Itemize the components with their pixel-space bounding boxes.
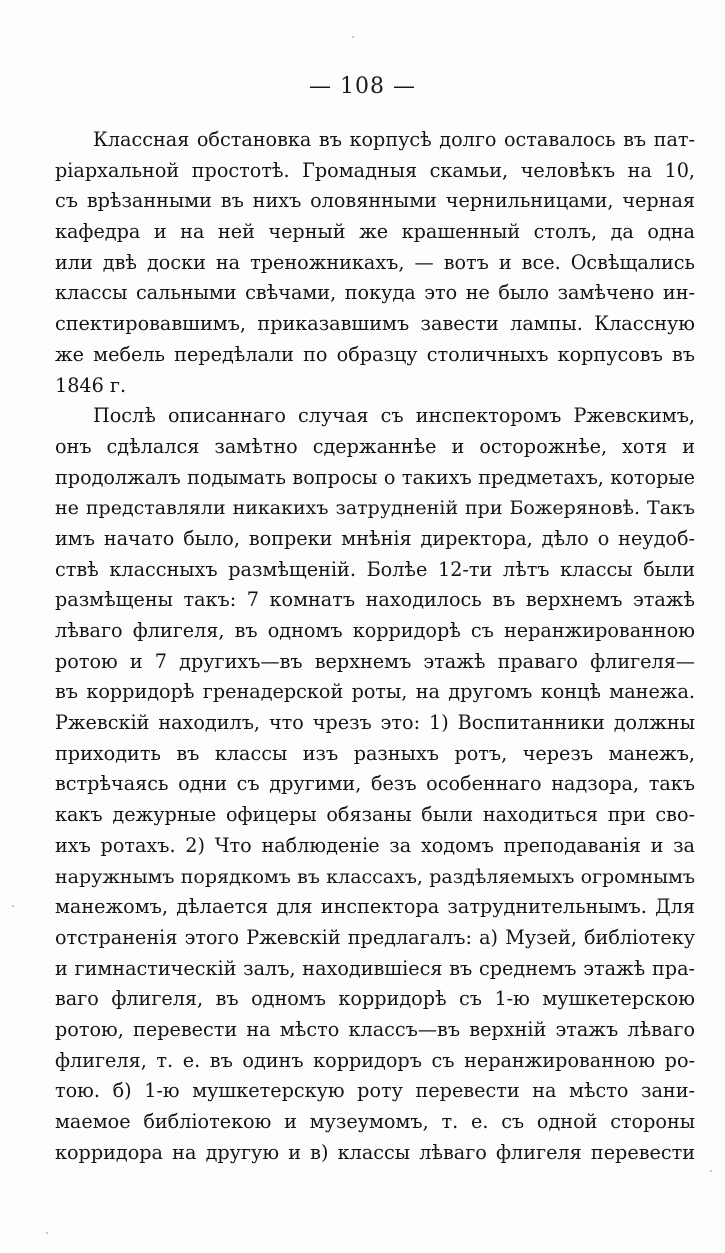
text-line: съ врѣзанными въ нихъ оловянными чернильницами, черная — [55, 189, 695, 213]
scan-speck — [46, 1232, 48, 1234]
text-line: приходить въ классы изъ разныхъ ротъ, черезъ манежъ, — [55, 741, 695, 765]
text-line: спектировавшимъ, приказавшимъ завести лампы. Классную — [55, 312, 695, 336]
text-line: же мебель передѣлали по образцу столичныхъ корпусовъ въ — [55, 342, 695, 366]
text-line: ихъ ротахъ. 2) Что наблюденіе за ходомъ преподаванія и за — [55, 833, 695, 857]
text-line: или двѣ доски на треножникахъ, — вотъ и все. Освѣщались — [55, 250, 695, 274]
text-line: размѣщены такъ: 7 комнатъ находилось въ верхнемъ этажѣ — [55, 588, 695, 612]
text-line: тою. б) 1-ю мушкетерскую роту перевести на мѣсто зани- — [55, 1079, 695, 1103]
text-line: ротою, перевести на мѣсто классъ—въ верхній этажъ лѣваго — [55, 1017, 695, 1041]
text-line: Классная обстановка въ корпусѣ долго оставалось въ пат- — [93, 128, 695, 151]
text-line: ріархальной простотѣ. Громадныя скамьи, человѣкъ на 10, — [55, 158, 695, 182]
text-line: какъ дежурные офицеры обязаны были находиться при сво- — [55, 803, 695, 827]
text-line: Послѣ описаннаго случая съ инспекторомъ Ржевскимъ, — [93, 404, 695, 428]
text-line: и гимнастическій залъ, находившіеся въ среднемъ этажѣ пра- — [55, 956, 695, 980]
text-line: классы сальными свѣчами, покуда это не было замѣчено ин- — [55, 281, 695, 305]
text-line: онъ сдѣлался замѣтно сдержаннѣе и осторожнѣе, хотя и — [55, 434, 695, 458]
text-line: продолжалъ подымать вопросы о такихъ предметахъ, которые — [55, 465, 695, 489]
text-line: ствѣ классныхъ размѣщеній. Болѣе 12-ти лѣтъ классы были — [55, 557, 695, 581]
text-line: ваго флигеля, въ одномъ корридорѣ съ 1-ю мушкетерскою — [55, 987, 695, 1011]
body-text — [55, 125, 695, 1168]
text-line: встрѣчаясь одни съ другими, безъ особеннаго надзора, такъ — [55, 772, 695, 796]
text-line: наружнымъ порядкомъ въ классахъ, раздѣляемыхъ огромнымъ — [55, 865, 695, 888]
scan-speck — [12, 905, 14, 907]
text-line: не представляли никакихъ затрудненій при Божеряновѣ. Такъ — [55, 497, 695, 520]
text-line: кафедра и на ней черный же крашенный столъ, да одна — [55, 220, 695, 244]
text-line: манежомъ, дѣлается для инспектора затруднительнымъ. Для — [55, 895, 695, 919]
text-line: флигеля, т. е. въ одинъ корридоръ съ неранжированною ро- — [55, 1048, 695, 1072]
page-number: — 108 — — [309, 74, 416, 99]
scan-speck — [710, 1170, 712, 1172]
text-line: лѣваго флигеля, въ одномъ корридорѣ съ неранжированною — [55, 619, 695, 642]
text-line: Ржевскій находилъ, что чрезъ это: 1) Воспитанники должны — [55, 711, 695, 735]
text-line: 1846 г. — [55, 373, 127, 397]
text-line: отстраненія этого Ржевскій предлагалъ: а) Музей, библіотеку — [55, 925, 695, 949]
text-line: въ корридорѣ гренадерской роты, на другомъ концѣ манежа. — [55, 680, 695, 704]
text-line: имъ начато было, вопреки мнѣнія директора, дѣло о неудоб- — [55, 526, 695, 550]
text-line: ротою и 7 другихъ—въ верхнемъ этажѣ праваго флигеля— — [55, 649, 695, 673]
text-line: маемое библіотекою и музеумомъ, т. е. съ одной стороны — [55, 1110, 695, 1133]
text-line: корридора на другую и в) классы лѣваго флигеля перевести — [55, 1140, 695, 1164]
scan-speck — [352, 36, 354, 38]
